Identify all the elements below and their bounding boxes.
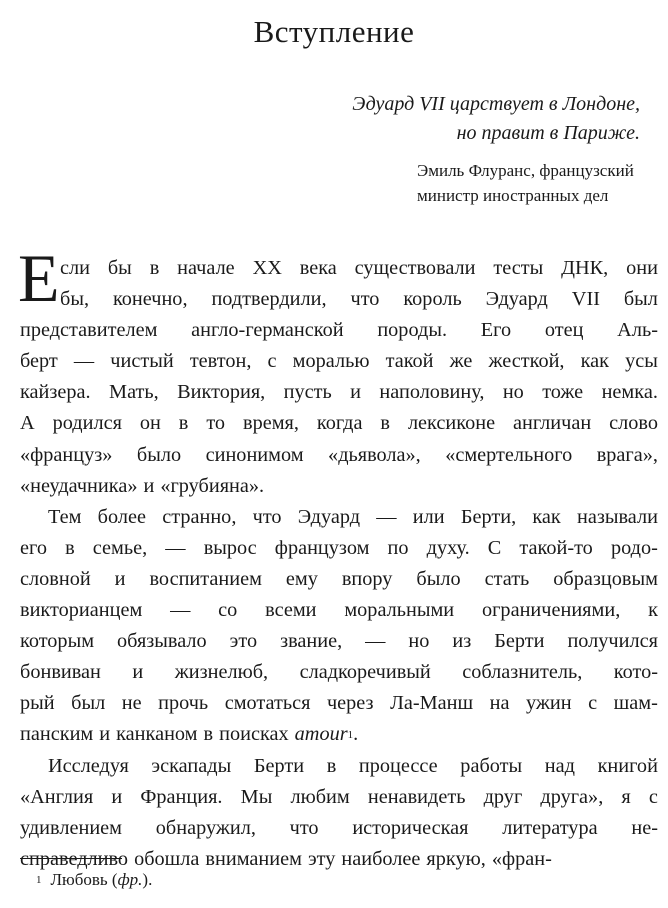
footnote [36, 868, 152, 892]
epigraph-author-line: министр иностранных дел [417, 186, 609, 205]
text-line: «француз» было синонимом «дьявола», «смертельного врага», [20, 443, 658, 466]
text-line: панским и канканом в поисках amour$^1$. [20, 723, 359, 746]
text-line: справедливо обошла вниманием эту наиболее яркую, «фран- [20, 847, 552, 870]
epigraph-author [417, 158, 647, 208]
footnote-italic: фр. [117, 870, 143, 889]
footnote-divider [20, 858, 122, 859]
text-line: рый был не прочь смотаться через Ла-Манш на ужин с шам- [20, 692, 658, 715]
footnote-after: ). [142, 870, 153, 889]
text-line: сли бы в начале XX века существовали тесты ДНК, они [60, 257, 658, 279]
text-line: представителем англо-германской породы. Его отец Аль- [20, 319, 658, 342]
text-line: его в семье, — вырос французом по духу. С такой-то родо- [20, 536, 658, 559]
footnote-mark: 1 [36, 874, 42, 886]
text-line: «Англия и Франция. Мы любим ненавидеть друг друга», я с [20, 785, 658, 808]
italic-word: amour [294, 723, 348, 746]
text-line: которым обязывало это звание, — но из Берти получился [20, 630, 658, 653]
text-line: А родился он в то время, когда в лексиконе англичан слово [20, 412, 658, 435]
text-line: словной и воспитанием ему впору было стать образцовым [20, 567, 658, 590]
text-line: удивлением обнаружил, что историческая литература не- [20, 816, 658, 839]
text-line: бонвиван и жизнелюб, сладкоречивый соблазнитель, кото- [20, 661, 658, 684]
text-line: бы, конечно, подтвердили, что король Эдуард VII был [60, 288, 658, 311]
epigraph-line: Эдуард VII царствует в Лондоне, [352, 93, 640, 115]
epigraph-line: но правит в Париже. [456, 122, 640, 144]
epigraph [80, 90, 640, 148]
body-text [20, 253, 658, 875]
footnote-text: Любовь ( [50, 870, 118, 889]
text-line: Тем более странно, что Эдуард — или Берти, как называли [48, 505, 658, 528]
text-line: берт — чистый тевтон, с моралью такой же жесткой, как усы [20, 350, 658, 373]
text-line: кайзера. Мать, Виктория, пусть и наполовину, но тоже немка. [20, 381, 658, 404]
text-line: Исследуя эскапады Берти в процессе работы над книгой [48, 754, 658, 777]
footnote-reference: 1 [347, 729, 354, 742]
chapter-title: Вступление [253, 14, 415, 49]
epigraph-author-line: Эмиль Флуранс, французский [417, 161, 634, 180]
text-line: викторианцем — со всеми моральными ограничениями, к [20, 599, 658, 622]
text-line: «неудачника» и «грубияна». [20, 474, 265, 497]
drop-cap: Е [18, 240, 60, 316]
